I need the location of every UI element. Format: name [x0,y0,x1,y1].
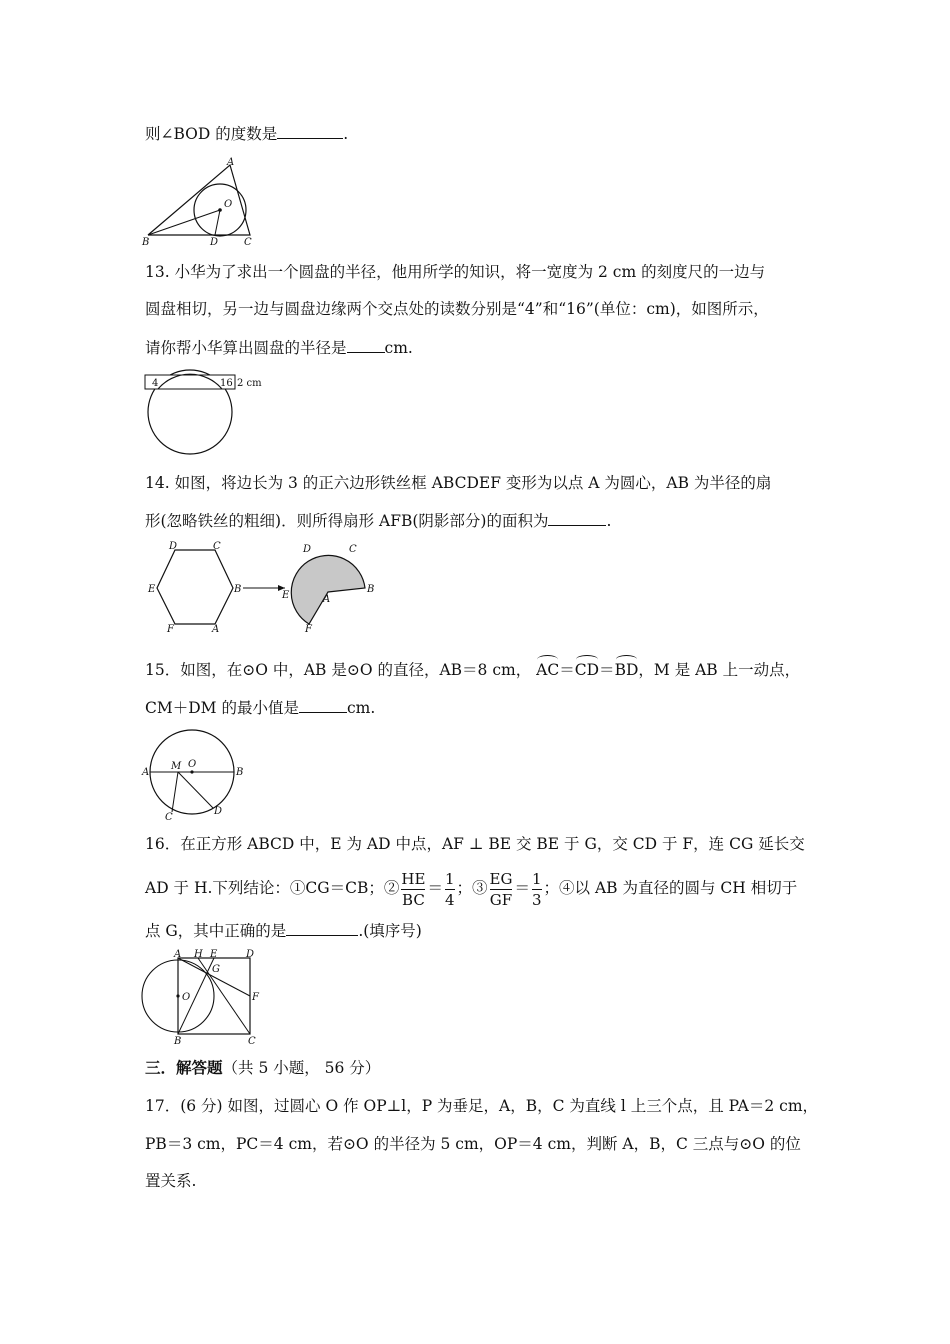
q16-label-f: F [252,992,259,1003]
q16-label-b: B [174,1036,182,1047]
q16-figure [140,948,270,1048]
q15-arc-cd: CD [574,661,600,679]
q15-figure [140,730,255,823]
q14-label-f2: F [305,624,312,635]
q14-label-c2: C [349,544,357,555]
q14-answer-blank[interactable] [548,510,606,526]
q12-label-a: A [227,157,235,168]
q15-label-d: D [214,806,223,817]
q16-answer-blank[interactable] [286,920,358,936]
q16-fraction-1-3: $\frac{1}{3}$ [531,869,542,909]
q16-label-o: O [182,992,191,1003]
q15-line-2: CM＋DM 的最小值是 cm. [145,699,376,717]
q14-line-2: 形(忽略铁丝的粗细)．则所得扇形 AFB(阴影部分)的面积为 . [145,512,612,530]
q12-label-c: C [244,237,252,248]
q14-label-d2: D [303,544,312,555]
q14-label-e1: E [148,584,156,595]
q12-question-line: 则∠BOD 的度数是 . [145,125,349,143]
q16-label-g: G [212,964,220,975]
q16-fraction-he-bc: $\frac{HE}{BC}$ [401,869,426,909]
q12-label-b: B [142,237,150,248]
q16-line-2: AD 于 H.下列结论：①CG＝CB；② $\frac{HE}{BC}$ ＝ $\frac{1}{4}$ ；③ $\frac{EG}{GF}$ ＝ $\frac{1}{3}$ ；④以 AB 为直径的圆与 CH 相切于 [145,869,798,909]
q15-label-a: A [142,767,150,778]
q14-label-f1: F [167,624,174,635]
q12-label-o: O [224,199,233,210]
q15-label-b: B [236,767,244,778]
q15-arc-ac: AC [536,661,560,679]
q15-answer-blank[interactable] [299,697,347,713]
q16-fraction-1-4: $\frac{1}{4}$ [444,869,455,909]
q16-label-h: H [194,949,203,960]
q13-line-1: 13. 小华为了求出一个圆盘的半径，他用所学的知识，将一宽度为 2 cm 的刻度尺的一边与 [145,263,766,281]
q16-line-3: 点 G，其中正确的是 .(填序号) [145,922,422,940]
q14-label-b1: B [234,584,242,595]
q16-label-d: D [246,949,255,960]
q17-line-3: 置关系. [145,1172,197,1190]
q12-label-d: D [210,237,219,248]
q12-text: 则∠BOD 的度数是 [145,125,278,143]
q15-arc-bd: BD [614,661,639,679]
q13-answer-blank[interactable] [347,337,385,353]
q15-label-c: C [165,812,173,823]
q13-line-3: 请你帮小华算出圆盘的半径是 cm. [145,339,413,357]
q16-label-e: E [210,949,218,960]
q15-line-1: 15．如图，在⊙O 中，AB 是⊙O 的直径，AB＝8 cm， AC＝CD＝BD，M 是 AB 上一动点， [145,661,801,679]
q14-figure [145,540,380,635]
q13-line-2: 圆盘相切，另一边与圆盘边缘两个交点处的读数分别是“4”和“16”(单位：cm)，如图所示， [145,300,769,318]
q14-label-d1: D [169,541,178,552]
q14-label-b2: B [367,584,375,595]
q14-label-c1: C [213,541,221,552]
q12-figure [140,155,260,247]
q14-line-1: 14. 如图，将边长为 3 的正六边形铁丝框 ABCDEF 变形为以点 A 为圆心，AB 为半径的扇 [145,474,772,492]
q16-line-1: 16．在正方形 ABCD 中，E 为 AD 中点，AF ⊥ BE 交 BE 于 G，交 CD 于 F，连 CG 延长交 [145,835,805,853]
q13-figure [140,370,270,460]
q13-width-label: 2 cm [237,378,262,389]
q15-label-m: M [171,761,182,772]
q13-mark-16: 16 [220,378,233,389]
q17-line-2: PB＝3 cm，PC＝4 cm，若⊙O 的半径为 5 cm，OP＝4 cm，判断 A，B，C 三点与⊙O 的位 [145,1135,801,1153]
q16-label-a: A [174,949,182,960]
q14-label-a2: A [323,594,331,605]
q16-fraction-eg-gf: $\frac{EG}{GF}$ [489,869,513,909]
q14-label-e2: E [282,590,290,601]
q16-label-c: C [248,1036,256,1047]
q12-answer-blank[interactable] [277,123,343,139]
q15-label-o: O [188,759,197,770]
q14-label-a1: A [212,624,220,635]
q17-line-1: 17．(6 分) 如图，过圆心 O 作 OP⊥l，P 为垂足，A，B，C 为直线 l 上三个点，且 PA＝2 cm， [145,1097,819,1115]
section-3-heading [145,1058,380,1078]
section-3-title: 三．解答题 [145,1058,223,1077]
section-3-note: （共 5 小题， 56 分） [222,1059,381,1077]
q13-mark-4: 4 [152,378,159,389]
